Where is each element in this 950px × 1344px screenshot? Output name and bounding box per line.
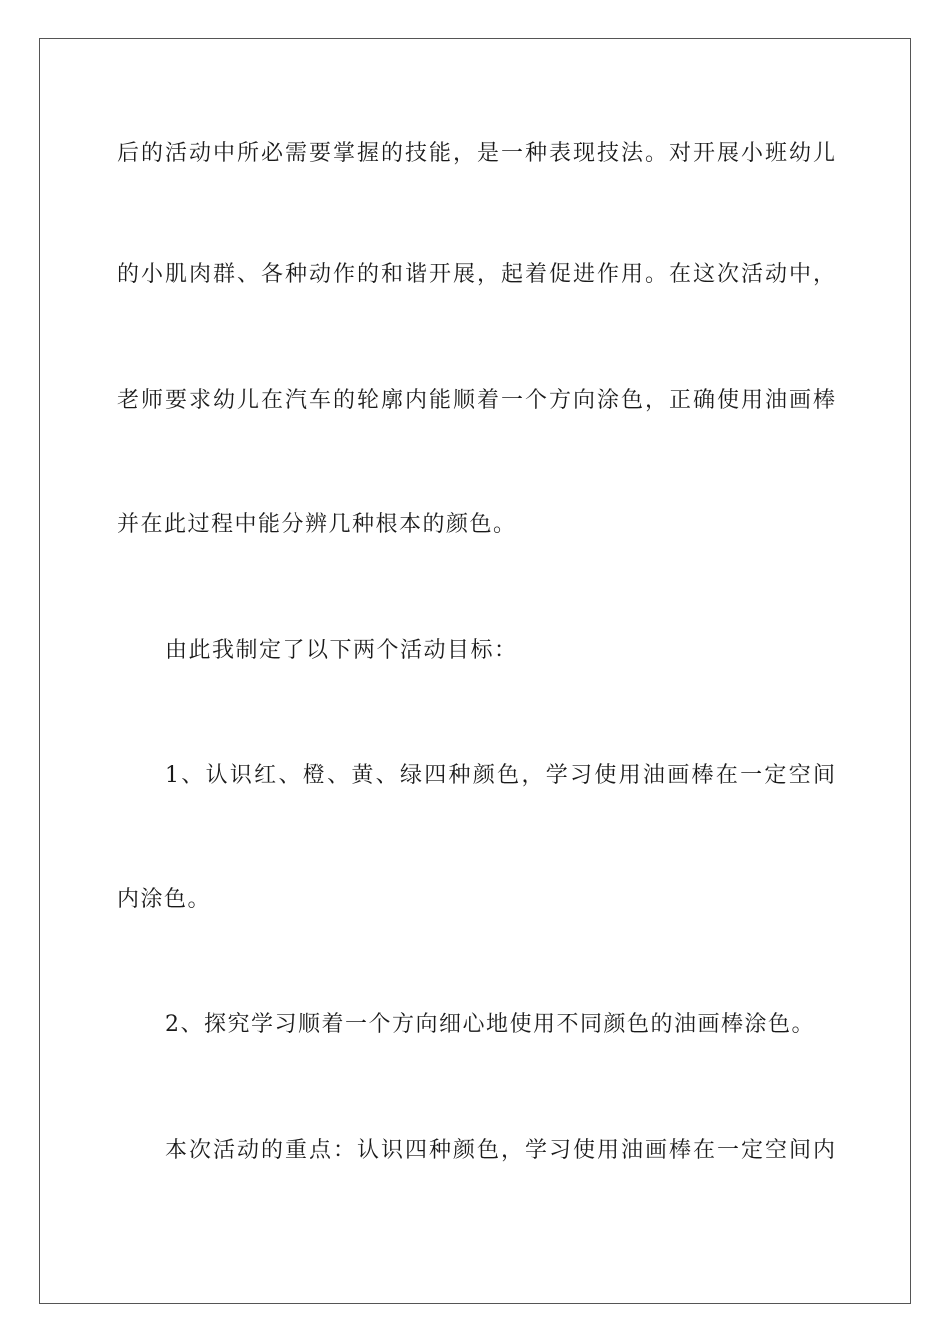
body-text-line-2: 的小肌肉群、各种动作的和谐开展，起着促进作用。在这次活动中， [117, 262, 835, 287]
body-text-line-4: 并在此过程中能分辨几种根本的颜色。 [117, 512, 517, 537]
body-text-line-3: 老师要求幼儿在汽车的轮廓内能顺着一个方向涂色，正确使用油画棒 [117, 388, 835, 413]
goal-2: 2、探究学习顺着一个方向细心地使用不同颜色的油画棒涂色。 [165, 1012, 815, 1037]
page-border [39, 38, 911, 1304]
goal-1-line-1: 1、认识红、橙、黄、绿四种颜色，学习使用油画棒在一定空间 [165, 763, 835, 788]
body-text-line-1: 后的活动中所必需要掌握的技能，是一种表现技法。对开展小班幼儿 [117, 141, 835, 166]
goal-1-line-2: 内涂色。 [117, 887, 212, 912]
activity-focus: 本次活动的重点：认识四种颜色，学习使用油画棒在一定空间内 [165, 1138, 835, 1163]
paragraph-goals-intro: 由此我制定了以下两个活动目标： [165, 638, 518, 663]
